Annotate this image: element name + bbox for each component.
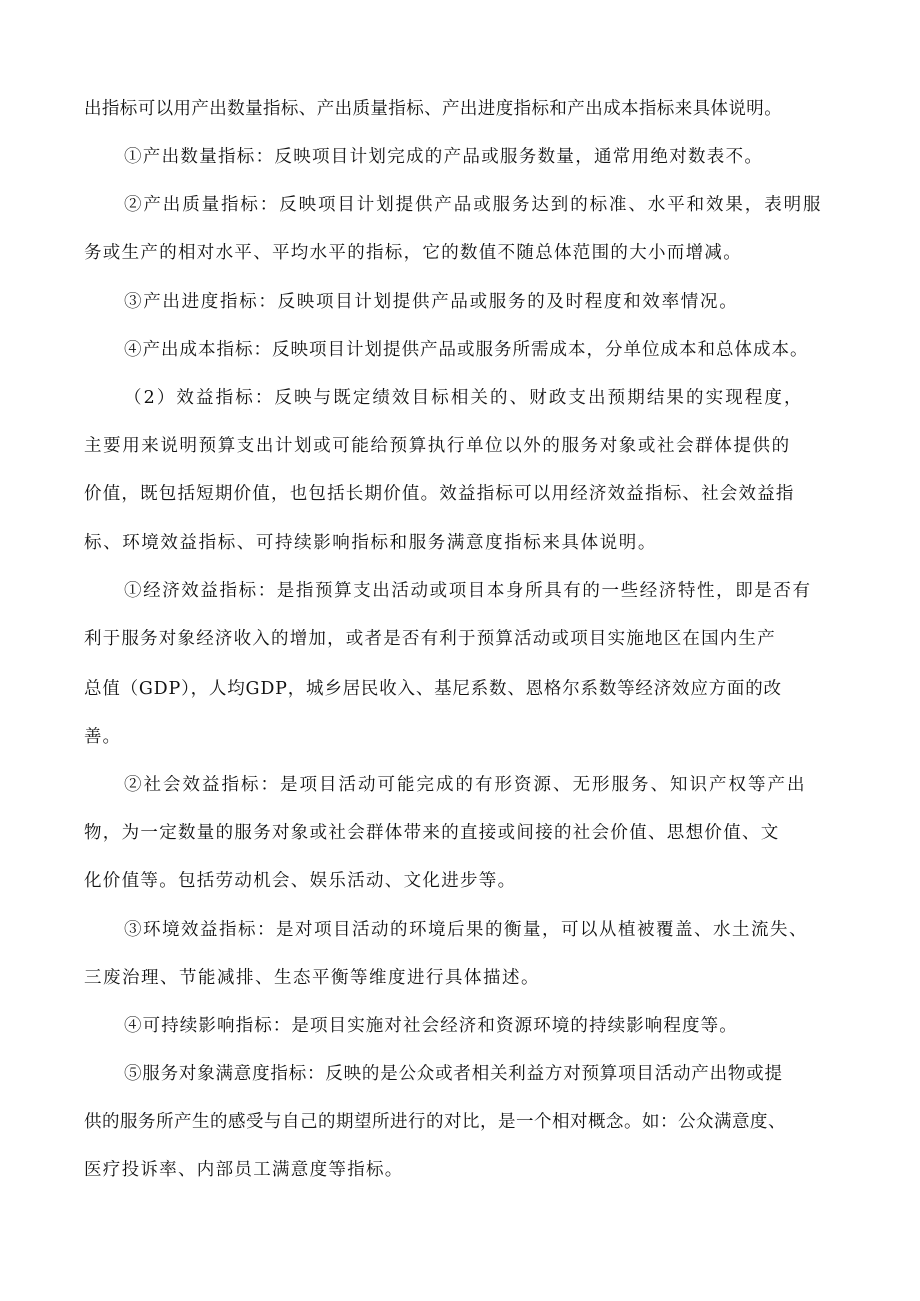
text-line: 善。	[84, 727, 121, 747]
text-line: ②产出质量指标：反映项目计划提供产品或服务达到的标准、水平和效果，表明服	[124, 195, 823, 215]
text-line: 供的服务所产生的感受与自己的期望所进行的对比，是一个相对概念。如：公众满意度、	[84, 1112, 786, 1132]
text-line: ③产出进度指标：反映项目计划提供产品或服务的及时程度和效率情况。	[124, 292, 739, 312]
text-line: ③环境效益指标：是对项目活动的环境后果的衡量，可以从植被覆盖、水土流失、	[124, 920, 808, 940]
text-line: ④产出成本指标：反映项目计划提供产品或服务所需成本，分单位成本和总体成本。	[124, 340, 809, 360]
text-line: 出指标可以用产出数量指标、产出质量指标、产出进度指标和产出成本指标来具体说明。	[84, 99, 783, 119]
text-line: ④可持续影响指标：是项目实施对社会经济和资源环境的持续影响程度等。	[124, 1016, 738, 1036]
text-line: 利于服务对象经济收入的增加，或者是否有利于预算活动或项目实施地区在国内生产	[84, 629, 776, 649]
text-line: 价值，既包括短期价值，也包括长期价值。效益指标可以用经济效益指标、社会效益指	[84, 484, 795, 504]
text-line: 务或生产的相对水平、平均水平的指标，它的数值不随总体范围的大小而增减。	[84, 243, 742, 263]
text-line: 总值（GDP），人均GDP，城乡居民收入、基尼系数、恩格尔系数等经济效应方面的改	[84, 679, 782, 699]
text-line: 三废治理、节能减排、生态平衡等维度进行具体描述。	[84, 968, 540, 988]
text-line: 标、环境效益指标、可持续影响指标和服务满意度指标来具体说明。	[84, 533, 657, 553]
text-line: 主要用来说明预算支出计划或可能给预算执行单位以外的服务对象或社会群体提供的	[84, 436, 791, 456]
text-line: ①产出数量指标：反映项目计划完成的产品或服务数量，通常用绝对数表不。	[124, 147, 764, 167]
text-line: 化价值等。包括劳动机会、娱乐活动、文化进步等。	[84, 871, 517, 891]
text-line: （2）效益指标：反映与既定绩效目标相关的、财政支出预期结果的实现程度，	[124, 388, 804, 408]
text-line: 物，为一定数量的服务对象或社会群体带来的直接或间接的社会价值、思想价值、文	[84, 823, 780, 843]
text-line: ①经济效益指标：是指预算支出活动或项目本身所具有的一些经济特性，即是否有	[124, 581, 812, 601]
text-line: 医疗投诉率、内部员工满意度等指标。	[84, 1160, 404, 1180]
text-line: ②社会效益指标：是项目活动可能完成的有形资源、无形服务、知识产权等产出	[124, 775, 807, 795]
text-line: ⑤服务对象满意度指标：反映的是公众或者相关利益方对预算项目活动产出物或提	[124, 1064, 783, 1084]
